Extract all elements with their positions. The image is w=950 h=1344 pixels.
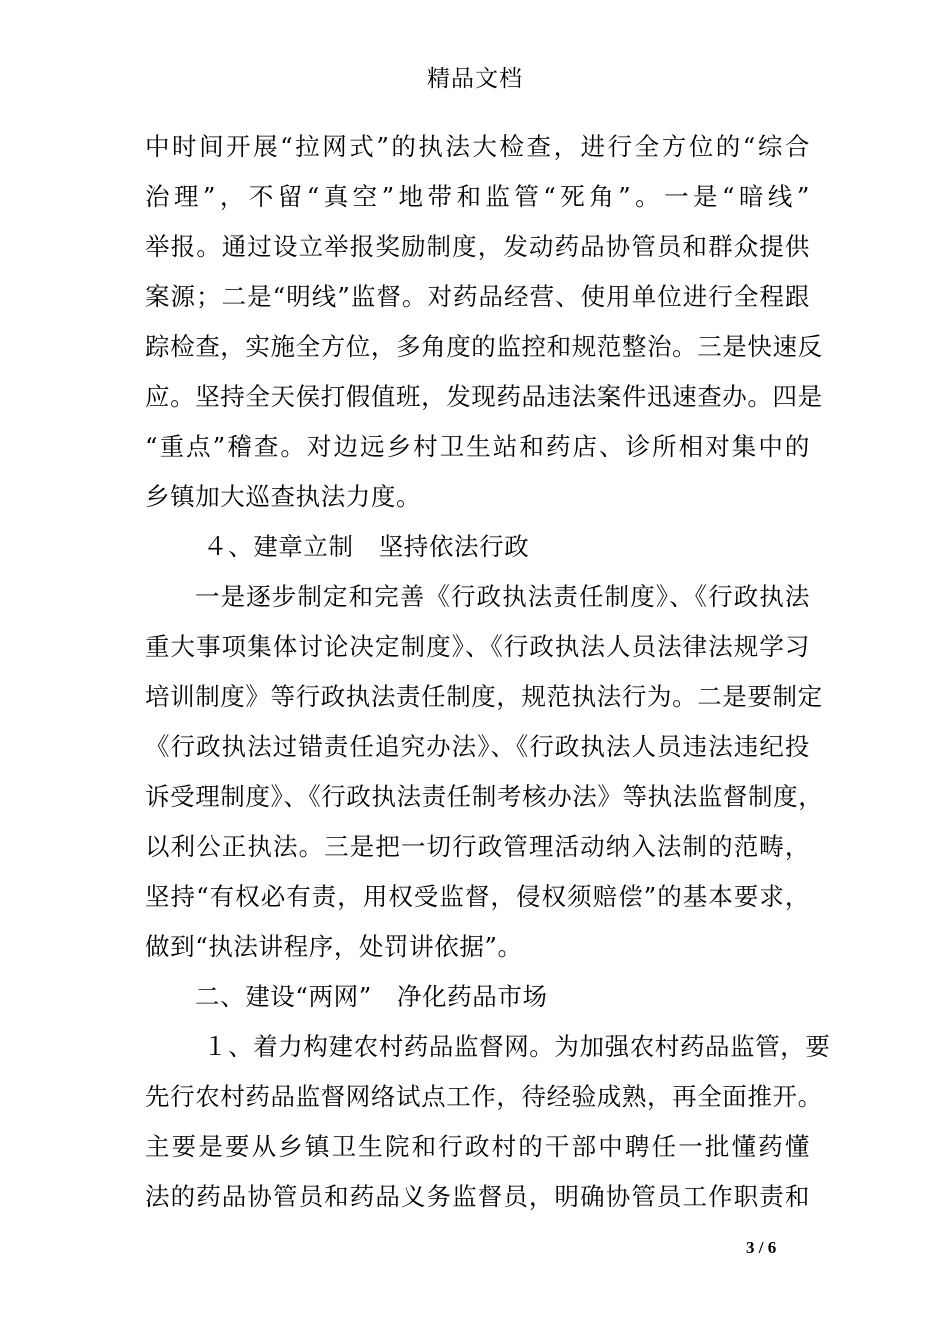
text-line: 《行政执法过错责任追究办法》、《行政执法人员违法违纪投 [145,732,810,761]
text-line: 乡镇加大巡查执法力度。 [145,482,422,511]
text-line: 中时间开展“拉网式”的执法大检查，进行全方位的“综合 [145,132,810,161]
text-line: 诉受理制度》、《行政执法责任制考核办法》等执法监督制度， [145,782,824,811]
page-number: 3 / 6 [746,1238,777,1257]
text-line: 法的药品协管员和药品义务监督员，明确协管员工作职责和 [145,1182,810,1211]
text-line: 主要是要从乡镇卫生院和行政村的干部中聘任一批懂药懂 [145,1132,810,1161]
text-line: 治理”，不留“真空”地带和监管“死角”。一是“暗线” [145,182,810,211]
text-line: 案源；二是“明线”监督。对药品经营、使用单位进行全程跟 [145,282,810,311]
text-line: 做到“执法讲程序，处罚讲依据”。 [145,932,523,961]
section-heading: ４、建章立制 坚持依法行政 [203,532,530,561]
section-heading: 二、建设“两网” 净化药品市场 [195,982,548,1011]
page-header: 精品文档 [427,66,523,92]
text-line: １、着力构建农村药品监督网。为加强农村药品监管，要 [203,1032,831,1061]
text-line: “重点”稽查。对边远乡村卫生站和药店、诊所相对集中的 [145,432,810,461]
text-line: 应。坚持全天侯打假值班，发现药品违法案件迅速查办。四是 [145,382,823,411]
text-line: 坚持“有权必有责，用权受监督，侵权须赔偿”的基本要求， [145,882,810,911]
text-line: 以利公正执法。三是把一切行政管理活动纳入法制的范畴， [145,832,810,861]
text-line: 重大事项集体讨论决定制度》、《行政执法人员法律法规学习 [145,632,810,661]
text-line: 培训制度》等行政执法责任制度，规范执法行为。二是要制定 [145,682,823,711]
text-line: 先行农村药品监督网络试点工作，待经验成熟，再全面推开。 [145,1082,823,1111]
text-line: 举报。通过设立举报奖励制度，发动药品协管员和群众提供 [145,232,810,261]
text-line: 一是逐步制定和完善《行政执法责任制度》、《行政执法 [195,582,810,611]
text-line: 踪检查，实施全方位，多角度的监控和规范整治。三是快速反 [145,332,823,361]
document-body [145,122,831,1222]
